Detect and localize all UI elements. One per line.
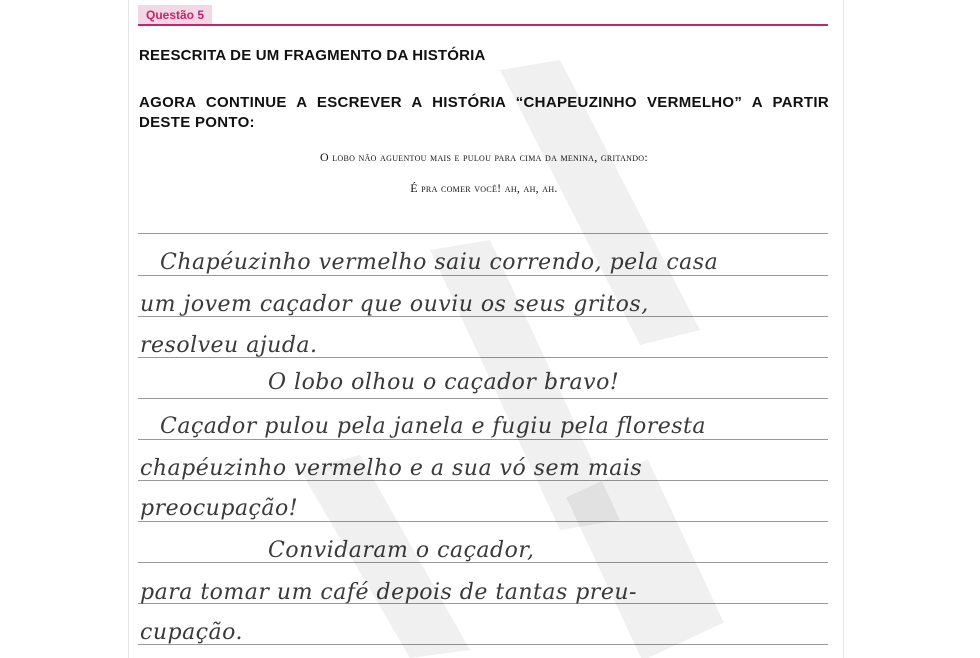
ruled-line bbox=[138, 521, 828, 522]
header-rule bbox=[138, 24, 828, 26]
story-prompt-line-2: É pra comer você! ah, ah, ah. bbox=[410, 181, 558, 195]
ruled-line bbox=[138, 439, 828, 440]
page-edge-left bbox=[128, 0, 129, 658]
handwritten-line: um jovem caçador que ouviu os seus gritos, bbox=[140, 292, 649, 317]
handwritten-line: Caçador pulou pela janela e fugiu pela floresta bbox=[160, 414, 706, 439]
story-prompt-line-1: O lobo não aguentou mais e pulou para cima da menina, gritando: bbox=[319, 150, 649, 164]
handwritten-line: para tomar um café depois de tantas preu- bbox=[140, 580, 637, 605]
handwritten-line: Convidaram o caçador, bbox=[268, 538, 535, 563]
ruled-line bbox=[138, 233, 828, 234]
handwritten-line: resolveu ajuda. bbox=[140, 333, 318, 358]
handwritten-line: chapéuzinho vermelho e a sua vó sem mais bbox=[140, 456, 643, 481]
ruled-line bbox=[138, 398, 828, 399]
page-edge-right bbox=[843, 0, 844, 658]
instruction-text: AGORA CONTINUE A ESCREVER A HISTÓRIA “CHAPEUZINHO VERMELHO” A PARTIR DESTE PONTO: bbox=[139, 94, 829, 131]
handwritten-line: cupação. bbox=[140, 620, 243, 645]
question-label: Questão 5 bbox=[138, 5, 212, 25]
handwritten-line: O lobo olhou o caçador bravo! bbox=[268, 370, 620, 395]
section-title: REESCRITA DE UM FRAGMENTO DA HISTÓRIA bbox=[139, 47, 486, 64]
handwritten-line: preocupação! bbox=[140, 496, 299, 521]
ruled-line bbox=[138, 275, 828, 276]
handwritten-line: Chapéuzinho vermelho saiu correndo, pela casa bbox=[160, 250, 719, 275]
